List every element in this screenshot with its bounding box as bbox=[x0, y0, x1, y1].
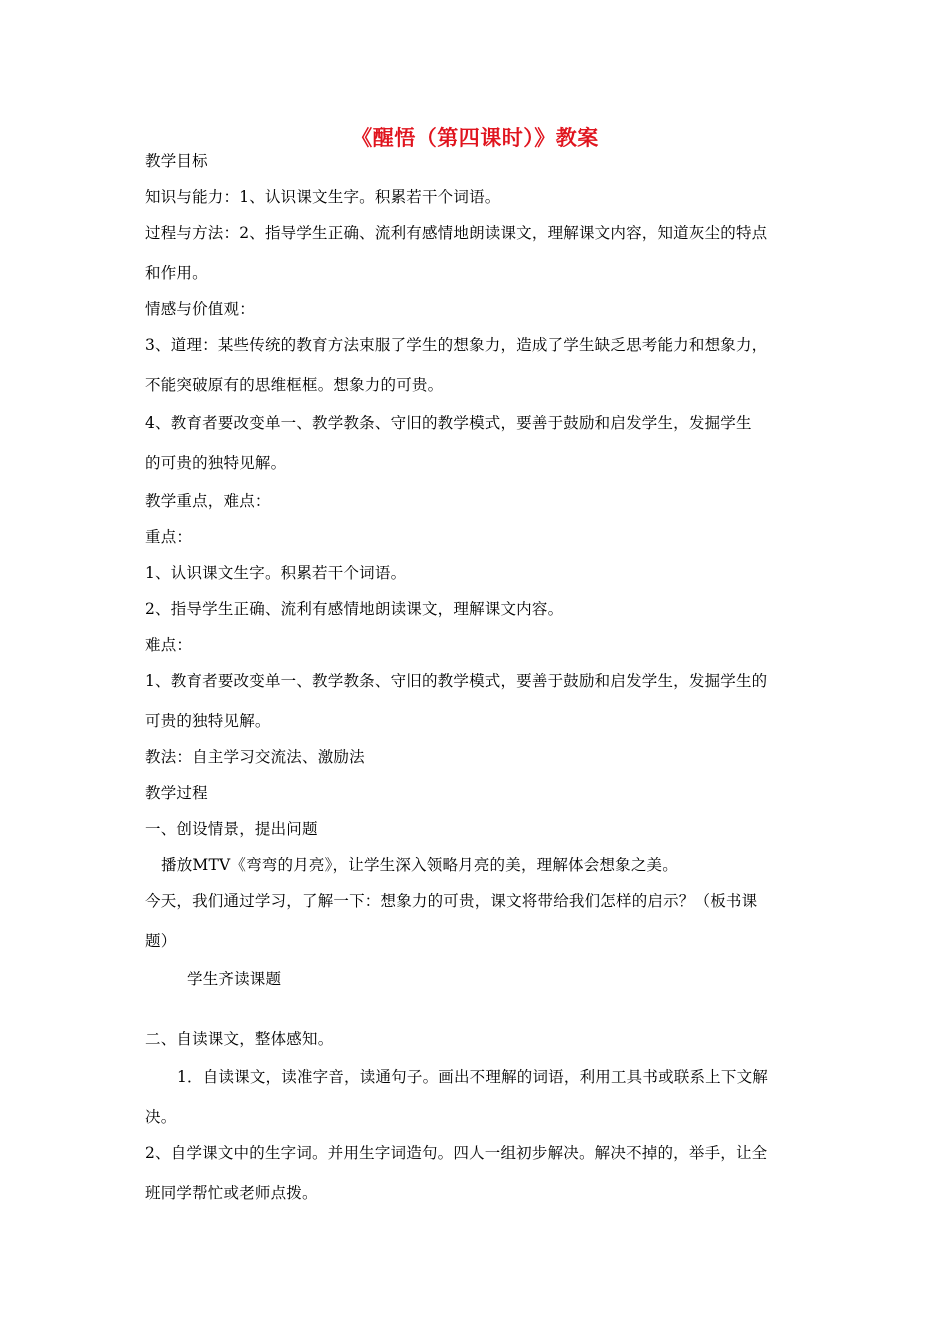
text-line: 1、教育者要改变单一、教学教条、守旧的教学模式，要善于鼓励和启发学生，发掘学生的 bbox=[145, 672, 768, 690]
text-line: 教学过程 bbox=[145, 784, 208, 802]
text-line: 今天，我们通过学习，了解一下：想象力的可贵，课文将带给我们怎样的启示？（板书课 bbox=[145, 892, 758, 910]
text-line: 和作用。 bbox=[145, 264, 208, 282]
text-line: 2、自学课文中的生字词。并用生字词造句。四人一组初步解决。解决不掉的，举手，让全 bbox=[145, 1144, 768, 1162]
text-line: 的可贵的独特见解。 bbox=[145, 454, 287, 472]
text-line: 4、教育者要改变单一、教学教条、守旧的教学模式，要善于鼓励和启发学生，发掘学生 bbox=[145, 414, 752, 432]
text-line: 2、指导学生正确、流利有感情地朗读课文，理解课文内容。 bbox=[145, 600, 564, 618]
text-line: 二、自读课文，整体感知。 bbox=[145, 1030, 334, 1048]
text-line: 过程与方法：2、指导学生正确、流利有感情地朗读课文，理解课文内容，知道灰尘的特点 bbox=[145, 224, 768, 242]
text-line: 3、道理：某些传统的教育方法束服了学生的想象力，造成了学生缺乏思考能力和想象力， bbox=[145, 336, 768, 354]
text-line: 教学重点，难点： bbox=[145, 492, 271, 510]
text-line: 知识与能力：1、认识课文生字。积累若干个词语。 bbox=[145, 188, 501, 206]
text-line: 重点： bbox=[145, 528, 193, 546]
text-line: 播放MTV《弯弯的月亮》，让学生深入领略月亮的美，理解体会想象之美。 bbox=[161, 856, 678, 874]
text-line: 1．自读课文，读准字音，读通句子。画出不理解的词语，利用工具书或联系上下文解 bbox=[177, 1068, 768, 1086]
text-line: 班同学帮忙或老师点拨。 bbox=[145, 1184, 318, 1202]
text-line: 可贵的独特见解。 bbox=[145, 712, 271, 730]
text-line: 情感与价值观： bbox=[145, 300, 255, 318]
text-line: 教学目标 bbox=[145, 152, 208, 170]
text-line: 学生齐读课题 bbox=[187, 970, 282, 988]
text-line: 决。 bbox=[145, 1108, 177, 1126]
text-line: 一、创设情景，提出问题 bbox=[145, 820, 318, 838]
text-line: 教法：自主学习交流法、激励法 bbox=[145, 748, 365, 766]
document-title: 《醒悟（第四课时）》教案 bbox=[351, 126, 599, 150]
text-line: 题） bbox=[145, 932, 177, 950]
text-line: 1、认识课文生字。积累若干个词语。 bbox=[145, 564, 407, 582]
text-line: 不能突破原有的思维框框。想象力的可贵。 bbox=[145, 376, 444, 394]
text-line: 难点： bbox=[145, 636, 193, 654]
